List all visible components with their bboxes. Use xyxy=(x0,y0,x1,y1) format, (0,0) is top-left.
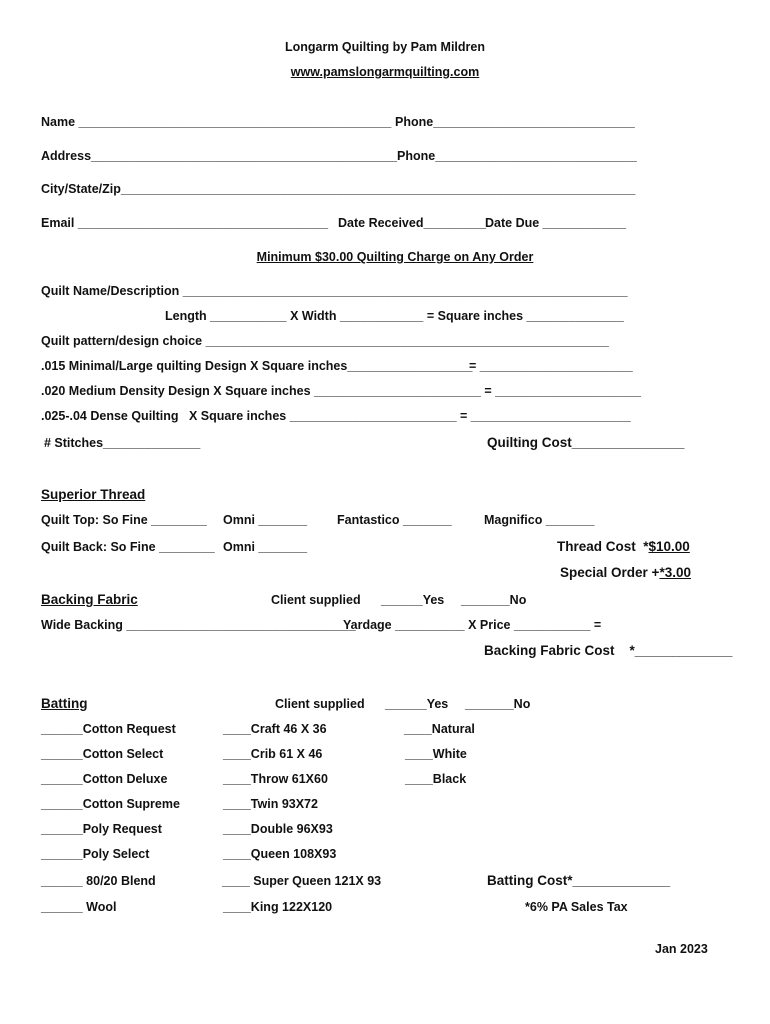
batting-no-field[interactable]: _______No xyxy=(465,697,531,711)
backing-no-field[interactable]: _______No xyxy=(461,593,527,607)
name-field[interactable]: Name _____________________________________________ xyxy=(41,115,392,129)
batting-color-option[interactable]: ____Black xyxy=(405,772,467,786)
address-field[interactable]: Address____________________________________________ xyxy=(41,149,397,163)
quilt-top-field[interactable]: Quilt Top: So Fine ________ xyxy=(41,513,207,527)
fantastico-field[interactable]: Fantastico _______ xyxy=(337,513,452,527)
thread-cost-value: $10.00 xyxy=(648,539,690,554)
form-date: Jan 2023 xyxy=(655,942,708,956)
date-due-field[interactable]: Date Due ____________ xyxy=(485,216,627,230)
yardage-price-field[interactable]: Yardage __________ X Price ___________ = xyxy=(343,618,602,632)
batting-size-option[interactable]: ____ Super Queen 121X 93 xyxy=(222,874,382,888)
backing-cost-field[interactable]: Backing Fabric Cost *_____________ xyxy=(484,643,733,658)
backing-fabric-heading: Backing Fabric xyxy=(41,592,138,607)
minimal-density-field[interactable]: .015 Minimal/Large quilting Design X Square inches__________________ xyxy=(41,359,473,373)
back-omni-field[interactable]: Omni _______ xyxy=(223,540,308,554)
backing-yes-field[interactable]: ______Yes xyxy=(381,593,445,607)
pattern-field[interactable]: Quilt pattern/design choice __________________________________________________________ xyxy=(41,334,609,348)
sales-tax-note: *6% PA Sales Tax xyxy=(525,900,628,914)
city-state-zip-field[interactable]: City/State/Zip__________________________________________________________________________ xyxy=(41,182,636,196)
batting-size-option[interactable]: ____Crib 61 X 46 xyxy=(223,747,323,761)
batting-type-option[interactable]: ______Cotton Supreme xyxy=(41,797,180,811)
batting-type-option[interactable]: ______Cotton Request xyxy=(41,722,176,736)
special-order-label: Special Order + xyxy=(560,565,660,580)
dense-quilting-field[interactable]: .025-.04 Dense Quilting X Square inches ________________________ = _______________________ xyxy=(41,409,631,423)
dimensions-field[interactable]: Length ___________ X Width ____________ = Square inches ______________ xyxy=(165,309,624,323)
wide-backing-field[interactable]: Wide Backing _________________________________ xyxy=(41,618,356,632)
quilt-back-field[interactable]: Quilt Back: So Fine ________ xyxy=(41,540,215,554)
batting-color-option[interactable]: ____Natural xyxy=(404,722,475,736)
quilting-cost-field[interactable]: Quilting Cost_______________ xyxy=(487,435,685,450)
magnifico-field[interactable]: Magnifico _______ xyxy=(484,513,595,527)
email-field[interactable]: Email ____________________________________ xyxy=(41,216,329,230)
batting-size-option[interactable]: ____Double 96X93 xyxy=(223,822,333,836)
batting-size-option[interactable]: ____Throw 61X60 xyxy=(223,772,328,786)
batting-type-option[interactable]: ______Cotton Deluxe xyxy=(41,772,168,786)
form-title: Longarm Quilting by Pam Mildren xyxy=(284,40,485,54)
batting-type-option[interactable]: ______Poly Request xyxy=(41,822,162,836)
batting-size-option[interactable]: ____Queen 108X93 xyxy=(223,847,337,861)
quilt-name-field[interactable]: Quilt Name/Description ________________________________________________________________ xyxy=(41,284,628,298)
batting-size-option[interactable]: ____King 122X120 xyxy=(223,900,333,914)
batting-client-supplied-label: Client supplied xyxy=(275,697,365,711)
phone-field-2[interactable]: Phone_____________________________ xyxy=(397,149,637,163)
top-omni-field[interactable]: Omni _______ xyxy=(223,513,308,527)
backing-client-supplied-label: Client supplied xyxy=(271,593,361,607)
batting-type-option[interactable]: ______Cotton Select xyxy=(41,747,164,761)
phone-field[interactable]: Phone_____________________________ xyxy=(395,115,635,129)
thread-cost xyxy=(557,539,690,554)
medium-density-field[interactable]: .020 Medium Density Design X Square inches ________________________ = _____________________ xyxy=(41,384,642,398)
batting-type-option[interactable]: ______ 80/20 Blend xyxy=(41,874,156,888)
superior-thread-heading: Superior Thread xyxy=(41,487,146,502)
batting-type-option[interactable]: ______ Wool xyxy=(41,900,117,914)
website-link[interactable]: www.pamslongarmquilting.com xyxy=(290,65,480,79)
date-received-field[interactable]: Date Received_________ xyxy=(338,216,487,230)
batting-cost-field[interactable]: Batting Cost*_____________ xyxy=(487,873,671,888)
batting-yes-field[interactable]: ______Yes xyxy=(385,697,449,711)
stitches-field[interactable]: # Stitches______________ xyxy=(44,436,201,450)
batting-type-option[interactable]: ______Poly Select xyxy=(41,847,150,861)
batting-size-option[interactable]: ____Twin 93X72 xyxy=(223,797,318,811)
minimal-density-total[interactable]: = ______________________ xyxy=(469,359,633,373)
special-order-value: *3.00 xyxy=(659,565,691,580)
batting-color-option[interactable]: ____White xyxy=(405,747,467,761)
thread-cost-label: Thread Cost * xyxy=(557,539,649,554)
batting-heading: Batting xyxy=(41,696,88,711)
minimum-charge-notice: Minimum $30.00 Quilting Charge on Any Order xyxy=(256,250,534,264)
batting-size-option[interactable]: ____Craft 46 X 36 xyxy=(223,722,327,736)
special-order xyxy=(560,565,691,580)
